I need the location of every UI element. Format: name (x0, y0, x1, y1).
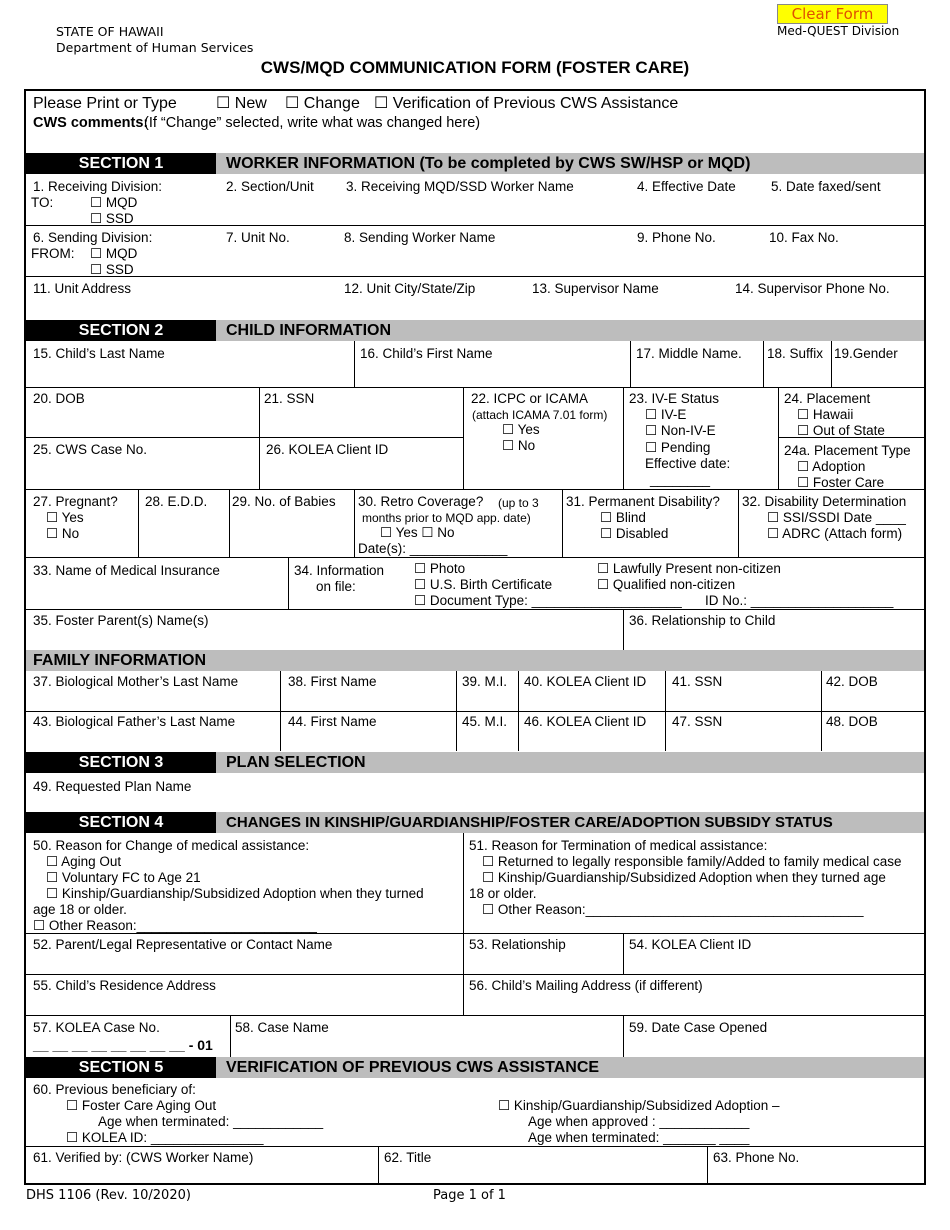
field-24-label: 24. Placement (784, 391, 871, 406)
field-56-label: 56. Child’s Mailing Address (if different) (469, 978, 703, 993)
field-5-label: 5. Date faxed/sent (771, 179, 881, 194)
field-20-label: 20. DOB (33, 391, 85, 406)
agency-header (56, 24, 253, 56)
field-21-label: 21. SSN (264, 391, 315, 406)
qualified-noncitizen-checkbox[interactable]: ☐ Qualified non-citizen (597, 577, 736, 592)
section4-label: SECTION 4 (26, 812, 216, 833)
other-reason-change-checkbox[interactable]: ☐ Other Reason:________________________ (33, 918, 317, 933)
cws-comments-label: CWS comments: (33, 115, 149, 131)
age-approved-field[interactable]: Age when approved : ____________ (528, 1114, 750, 1129)
field-36-label: 36. Relationship to Child (629, 613, 776, 628)
field-26-label: 26. KOLEA Client ID (266, 442, 389, 457)
field-45-label: 45. M.I. (462, 714, 508, 729)
section5-title: VERIFICATION OF PREVIOUS CWS ASSISTANCE (226, 1059, 600, 1076)
from-ssd-checkbox[interactable]: ☐ SSD (90, 262, 134, 277)
kinship-termination-checkbox[interactable]: ☐ Kinship/Guardianship/Subsidized Adoption when they turned age (482, 870, 886, 885)
field-54-label: 54. KOLEA Client ID (629, 937, 752, 952)
document-type-checkbox[interactable]: ☐ Document Type: ____________________ (414, 593, 682, 608)
field-43-label: 43. Biological Father’s Last Name (33, 714, 236, 729)
page-number: Page 1 of 1 (433, 1188, 506, 1203)
field-29-label: 29. No. of Babies (232, 494, 336, 509)
form-title: CWS/MQD COMMUNICATION FORM (FOSTER CARE) (260, 58, 690, 77)
other-reason-termination-checkbox[interactable]: ☐ Other Reason:_____________________________________ (482, 902, 864, 917)
field-51-label: 51. Reason for Termination of medical assistance: (469, 838, 768, 853)
section1-title: WORKER INFORMATION (To be completed by CWS SW/HSP or MQD) (226, 155, 751, 172)
adrc-checkbox[interactable]: ☐ ADRC (Attach form) (767, 526, 903, 541)
field-58-label: 58. Case Name (235, 1020, 329, 1035)
field-3-label: 3. Receiving MQD/SSD Worker Name (346, 179, 574, 194)
section4-title: CHANGES IN KINSHIP/GUARDIANSHIP/FOSTER CARE/ADOPTION SUBSIDY STATUS (226, 814, 833, 831)
field-4-label: 4. Effective Date (637, 179, 736, 194)
field-35-label: 35. Foster Parent(s) Name(s) (33, 613, 209, 628)
field-62-label: 62. Title (384, 1150, 432, 1165)
returned-family-checkbox[interactable]: ☐ Returned to legally responsible family/Added to family medical case (482, 854, 902, 869)
field-7-label: 7. Unit No. (226, 230, 290, 245)
section3-title: PLAN SELECTION (226, 754, 366, 771)
section5-label: SECTION 5 (26, 1057, 216, 1078)
placement-hawaii-checkbox[interactable]: ☐ Hawaii (797, 407, 854, 422)
verification-checkbox[interactable]: ☐ Verification of Previous CWS Assistance (374, 95, 679, 112)
icpc-no-checkbox[interactable]: ☐ No (502, 438, 536, 453)
lawfully-present-checkbox[interactable]: ☐ Lawfully Present non-citizen (597, 561, 781, 576)
field-40-label: 40. KOLEA Client ID (524, 674, 647, 689)
field-23-label: 23. IV-E Status (629, 391, 720, 406)
field-61-label: 61. Verified by: (CWS Worker Name) (33, 1150, 254, 1165)
field-24a-label: 24a. Placement Type (784, 443, 911, 458)
to-ssd-checkbox[interactable]: ☐ SSD (90, 211, 134, 226)
field-55-label: 55. Child’s Residence Address (33, 978, 216, 993)
division-name: Med-QUEST Division (777, 24, 900, 38)
placement-out-of-state-checkbox[interactable]: ☐ Out of State (797, 423, 885, 438)
ive-checkbox[interactable]: ☐ IV-E (645, 407, 687, 422)
field-19-label: 19.Gender (834, 346, 898, 361)
field-41-label: 41. SSN (672, 674, 723, 689)
field-14-label: 14. Supervisor Phone No. (735, 281, 890, 296)
kinship-termination-cont: 18 or older. (469, 886, 537, 901)
field-13-label: 13. Supervisor Name (532, 281, 659, 296)
field-30-note2: months prior to MQD app. date) (362, 511, 531, 525)
field-15-label: 15. Child’s Last Name (33, 346, 165, 361)
field-49-label: 49. Requested Plan Name (33, 779, 192, 794)
field-44-label: 44. First Name (288, 714, 377, 729)
disabled-checkbox[interactable]: ☐ Disabled (600, 526, 669, 541)
kolea-id-checkbox[interactable]: ☐ KOLEA ID: _______________ (66, 1130, 264, 1145)
retro-yes-no-checkbox[interactable]: ☐ Yes ☐ No (380, 525, 455, 540)
field-22-note: (attach ICAMA 7.01 form) (472, 408, 608, 422)
icpc-yes-checkbox[interactable]: ☐ Yes (502, 422, 540, 437)
placement-foster-care-checkbox[interactable]: ☐ Foster Care (797, 475, 885, 490)
field-31-label: 31. Permanent Disability? (566, 494, 720, 509)
section1-label: SECTION 1 (26, 153, 216, 174)
new-checkbox[interactable]: ☐ New (216, 95, 267, 112)
field-30-note1: (up to 3 (498, 496, 539, 510)
field-6-label: 6. Sending Division: (33, 230, 153, 245)
field-8-label: 8. Sending Worker Name (344, 230, 496, 245)
placement-adoption-checkbox[interactable]: ☐ Adoption (797, 459, 866, 474)
pregnant-no-checkbox[interactable]: ☐ No (46, 526, 80, 541)
field-25-label: 25. CWS Case No. (33, 442, 148, 457)
field-34-label2: on file: (316, 579, 356, 594)
kinship-change-checkbox[interactable]: ☐ Kinship/Guardianship/Subsidized Adoption when they turned (46, 886, 424, 901)
age-terminated-field[interactable]: Age when terminated: ____________ (98, 1114, 324, 1129)
foster-care-aging-out-checkbox[interactable]: ☐ Foster Care Aging Out (66, 1098, 217, 1113)
pending-checkbox[interactable]: ☐ Pending (645, 440, 711, 455)
cws-comments-note: (If “Change” selected, write what was changed here) (144, 115, 481, 131)
aging-out-checkbox[interactable]: ☐ Aging Out (46, 854, 122, 869)
field-52-label: 52. Parent/Legal Representative or Contact Name (33, 937, 333, 952)
effective-date-label: Effective date: (645, 456, 731, 471)
field-60-label: 60. Previous beneficiary of: (33, 1082, 196, 1097)
age-terminated-kinship-field[interactable]: Age when terminated: _______ ____ (528, 1130, 750, 1145)
field-46-label: 46. KOLEA Client ID (524, 714, 647, 729)
field-37-label: 37. Biological Mother’s Last Name (33, 674, 239, 689)
field-48-label: 48. DOB (826, 714, 878, 729)
field-17-label: 17. Middle Name. (636, 346, 742, 361)
field-16-label: 16. Child’s First Name (360, 346, 493, 361)
department-name: Department of Human Services (56, 40, 254, 55)
clear-form-button[interactable]: Clear Form (777, 4, 888, 24)
blind-checkbox[interactable]: ☐ Blind (600, 510, 646, 525)
voluntary-fc-checkbox[interactable]: ☐ Voluntary FC to Age 21 (46, 870, 201, 885)
ssi-ssdi-checkbox[interactable]: ☐ SSI/SSDI Date ____ (767, 510, 906, 525)
birth-certificate-checkbox[interactable]: ☐ U.S. Birth Certificate (414, 577, 553, 592)
photo-checkbox[interactable]: ☐ Photo (414, 561, 466, 576)
field-47-label: 47. SSN (672, 714, 723, 729)
to-label: TO: (31, 195, 54, 210)
kinship-adoption-checkbox[interactable]: ☐ Kinship/Guardianship/Subsidized Adoption – (498, 1098, 780, 1113)
change-checkbox[interactable]: ☐ Change (285, 95, 360, 112)
field-28-label: 28. E.D.D. (145, 494, 208, 509)
print-instruction: Please Print or Type (33, 95, 177, 112)
field-57-label: 57. KOLEA Case No. (33, 1020, 160, 1035)
section2-title: CHILD INFORMATION (226, 322, 392, 339)
field-50-label: 50. Reason for Change of medical assistance: (33, 838, 310, 853)
section2-label: SECTION 2 (26, 320, 216, 341)
retro-dates-field[interactable]: Date(s): _____________ (358, 541, 508, 556)
field-34-label: 34. Information (294, 563, 385, 578)
form-number: DHS 1106 (Rev. 10/2020) (26, 1188, 191, 1203)
field-39-label: 39. M.I. (462, 674, 508, 689)
field-30-label: 30. Retro Coverage? (358, 494, 484, 509)
field-12-label: 12. Unit City/State/Zip (344, 281, 476, 296)
to-mqd-checkbox[interactable]: ☐ MQD (90, 195, 138, 210)
field-42-label: 42. DOB (826, 674, 878, 689)
pregnant-yes-checkbox[interactable]: ☐ Yes (46, 510, 84, 525)
effective-date-line[interactable]: ________ (650, 472, 711, 487)
from-mqd-checkbox[interactable]: ☐ MQD (90, 246, 138, 261)
field-10-label: 10. Fax No. (769, 230, 839, 245)
state-name: STATE OF HAWAII (56, 24, 164, 39)
id-number-field[interactable]: ID No.: ___________________ (705, 593, 894, 608)
field-11-label: 11. Unit Address (33, 281, 132, 296)
field-18-label: 18. Suffix (767, 346, 824, 361)
from-label: FROM: (31, 246, 75, 261)
field-9-label: 9. Phone No. (637, 230, 716, 245)
field-53-label: 53. Relationship (469, 937, 566, 952)
field-33-label: 33. Name of Medical Insurance (33, 563, 220, 578)
kolea-case-field[interactable]: __ __ __ __ __ __ __ __ - 01 (33, 1037, 213, 1053)
kinship-change-cont: age 18 or older. (33, 902, 127, 917)
field-32-label: 32. Disability Determination (742, 494, 907, 509)
field-22-label: 22. ICPC or ICAMA (471, 391, 589, 406)
form-frame (24, 89, 926, 1185)
field-59-label: 59. Date Case Opened (629, 1020, 768, 1035)
field-1-label: 1. Receiving Division: (33, 179, 163, 194)
field-63-label: 63. Phone No. (713, 1150, 800, 1165)
non-ive-checkbox[interactable]: ☐ Non-IV-E (645, 423, 716, 438)
section3-label: SECTION 3 (26, 752, 216, 773)
field-2-label: 2. Section/Unit (226, 179, 314, 194)
family-title: FAMILY INFORMATION (33, 652, 207, 669)
field-38-label: 38. First Name (288, 674, 377, 689)
field-27-label: 27. Pregnant? (33, 494, 118, 509)
